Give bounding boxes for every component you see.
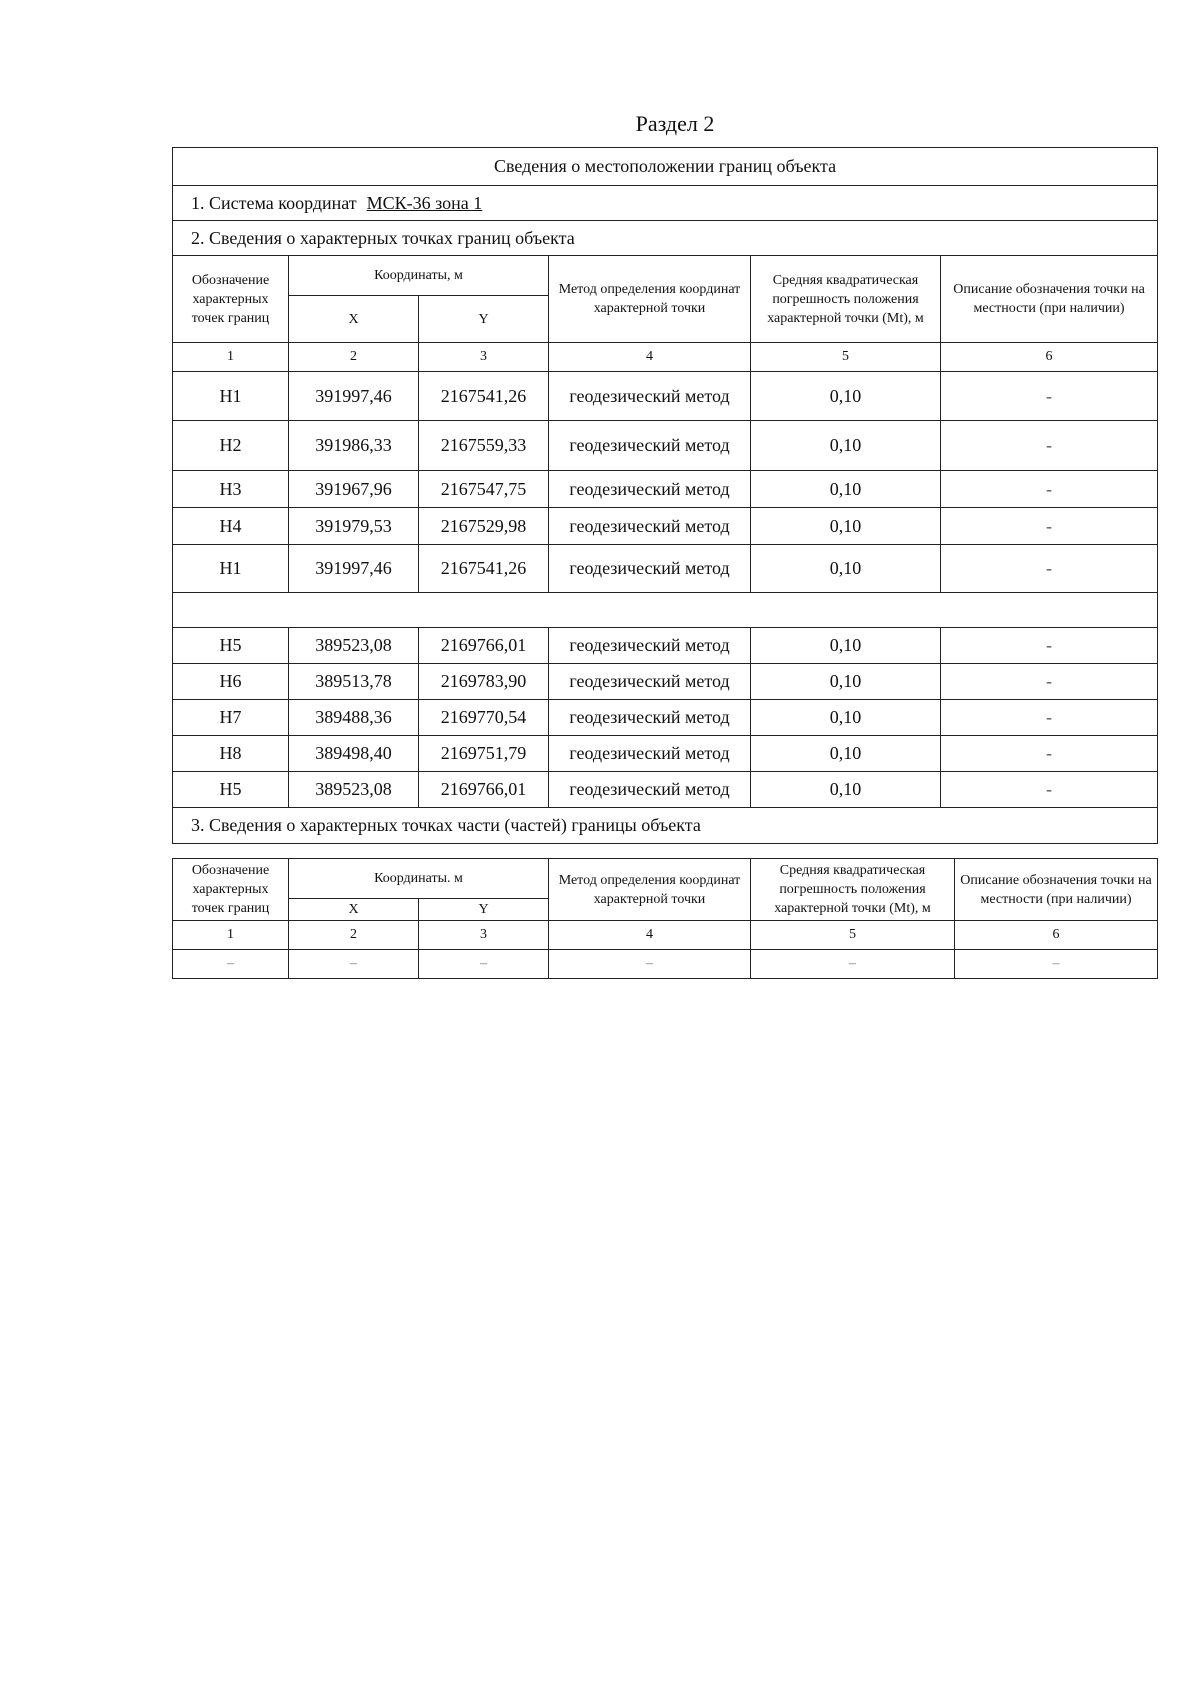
point-cell: Н5 [173,772,289,808]
parts-table [172,858,1158,979]
header-coords: Координаты. м [289,859,549,899]
table-row [173,508,1158,545]
boundary-points-table [172,147,1158,844]
column-number: 4 [549,343,751,372]
x-cell: 391979,53 [289,508,419,545]
error-cell: 0,10 [751,508,941,545]
description-cell: - [941,372,1158,421]
section-heading: Раздел 2 [635,111,715,136]
method-cell: геодезический метод [549,700,751,736]
error-cell: 0,10 [751,772,941,808]
empty-cell: – [751,950,955,979]
column-number: 6 [955,921,1158,950]
table-row [173,772,1158,808]
x-cell: 391986,33 [289,421,419,471]
description-cell: - [941,664,1158,700]
y-cell: 2167559,33 [419,421,549,471]
header-method: Метод определения координат характерной точки [549,859,751,921]
header-x: X [289,296,419,343]
coord-system-value: МСК-36 зона 1 [366,192,483,213]
error-cell: 0,10 [751,471,941,508]
x-cell: 389488,36 [289,700,419,736]
description-cell: - [941,508,1158,545]
description-cell: - [941,628,1158,664]
header-description: Описание обозначения точки на местности (при наличии) [955,859,1158,921]
method-cell: геодезический метод [549,372,751,421]
column-number: 4 [549,921,751,950]
table-row [173,471,1158,508]
error-cell: 0,10 [751,736,941,772]
y-cell: 2169770,54 [419,700,549,736]
table-row [173,950,1158,979]
y-cell: 2169766,01 [419,772,549,808]
point-cell: Н4 [173,508,289,545]
y-cell: 2167529,98 [419,508,549,545]
column-number: 1 [173,343,289,372]
point-cell: Н5 [173,628,289,664]
empty-cell: – [419,950,549,979]
table-row [173,736,1158,772]
y-cell: 2167541,26 [419,545,549,593]
x-cell: 389513,78 [289,664,419,700]
table-row [173,628,1158,664]
description-cell: - [941,700,1158,736]
column-number: 6 [941,343,1158,372]
empty-cell: – [549,950,751,979]
y-cell: 2167547,75 [419,471,549,508]
point-cell: Н2 [173,421,289,471]
separator-row [173,593,1158,628]
parts-heading: 3. Сведения о характерных точках части (частей) границы объекта [173,808,1158,844]
error-cell: 0,10 [751,700,941,736]
y-cell: 2169766,01 [419,628,549,664]
table-row [173,700,1158,736]
empty-cell: – [289,950,419,979]
header-error: Средняя квадратическая погрешность положения характерной точки (Mt), м [751,256,941,343]
point-cell: Н8 [173,736,289,772]
header-error: Средняя квадратическая погрешность положения характерной точки (Mt), м [751,859,955,921]
column-number: 5 [751,343,941,372]
point-cell: Н1 [173,372,289,421]
method-cell: геодезический метод [549,736,751,772]
empty-cell: – [173,950,289,979]
main-title: Сведения о местоположении границ объекта [173,148,1158,186]
y-cell: 2167541,26 [419,372,549,421]
error-cell: 0,10 [751,628,941,664]
header-method: Метод определения координат характерной точки [549,256,751,343]
header-point: Обозначение характерных точек границ [173,256,289,343]
coord-system-label: 1. Система координат [191,192,357,213]
column-number: 2 [289,921,419,950]
header-coords: Координаты, м [289,256,549,296]
coord-system-row [173,186,1158,221]
error-cell: 0,10 [751,372,941,421]
empty-cell: – [955,950,1158,979]
error-cell: 0,10 [751,421,941,471]
x-cell: 389523,08 [289,772,419,808]
x-cell: 391997,46 [289,372,419,421]
table-row [173,545,1158,593]
table-row [173,664,1158,700]
description-cell: - [941,545,1158,593]
table-row [173,421,1158,471]
header-point: Обозначение характерных точек границ [173,859,289,921]
error-cell: 0,10 [751,664,941,700]
description-cell: - [941,772,1158,808]
x-cell: 391997,46 [289,545,419,593]
y-cell: 2169751,79 [419,736,549,772]
header-y: Y [419,296,549,343]
method-cell: геодезический метод [549,545,751,593]
method-cell: геодезический метод [549,664,751,700]
column-number: 5 [751,921,955,950]
column-number: 3 [419,921,549,950]
method-cell: геодезический метод [549,471,751,508]
description-cell: - [941,421,1158,471]
points-heading: 2. Сведения о характерных точках границ объекта [173,221,1158,256]
method-cell: геодезический метод [549,628,751,664]
column-number: 1 [173,921,289,950]
header-x: X [289,899,419,921]
description-cell: - [941,471,1158,508]
x-cell: 389523,08 [289,628,419,664]
y-cell: 2169783,90 [419,664,549,700]
point-cell: Н3 [173,471,289,508]
method-cell: геодезический метод [549,772,751,808]
x-cell: 391967,96 [289,471,419,508]
error-cell: 0,10 [751,545,941,593]
header-description: Описание обозначения точки на местности (при наличии) [941,256,1158,343]
x-cell: 389498,40 [289,736,419,772]
point-cell: Н1 [173,545,289,593]
point-cell: Н7 [173,700,289,736]
separator-cell [173,593,1158,628]
column-number: 2 [289,343,419,372]
point-cell: Н6 [173,664,289,700]
column-number: 3 [419,343,549,372]
description-cell: - [941,736,1158,772]
method-cell: геодезический метод [549,508,751,545]
method-cell: геодезический метод [549,421,751,471]
table-row [173,372,1158,421]
header-y: Y [419,899,549,921]
